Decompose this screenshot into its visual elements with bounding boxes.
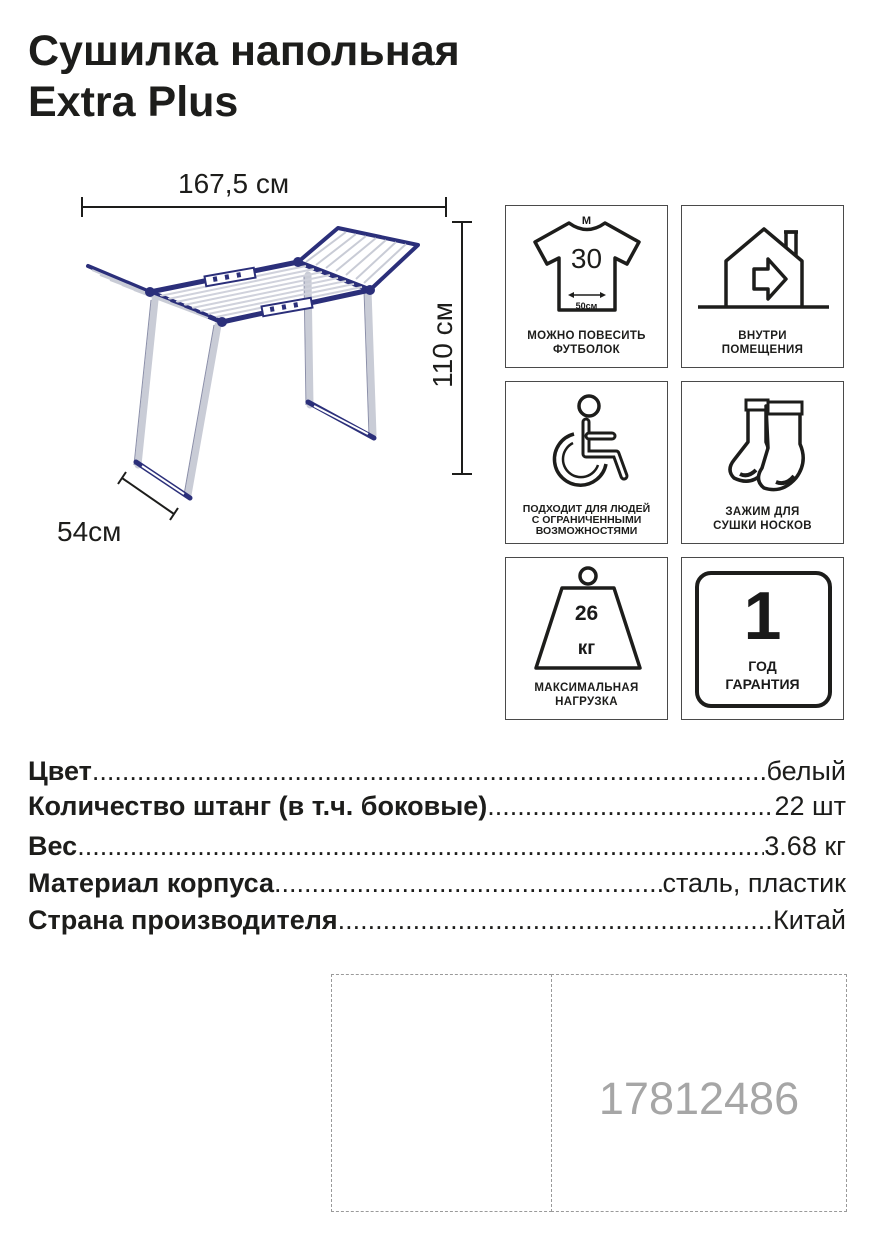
barcode-placeholder: [331, 974, 552, 1212]
spec-row-country: [28, 903, 846, 937]
spec-row-rods: [28, 789, 846, 823]
spec-label: Цвет: [28, 756, 92, 786]
feature-tshirts: [505, 205, 668, 368]
article-sticker: [551, 974, 847, 1212]
height-dimension-line: [452, 222, 472, 474]
spec-value: сталь, пластик: [662, 868, 846, 898]
spec-value: Китай: [773, 905, 846, 935]
tshirt-count: 30: [570, 243, 603, 274]
spec-value: 3.68 кг: [764, 831, 846, 861]
spec-row-material: [28, 866, 846, 900]
depth-dimension-line: [118, 472, 178, 520]
feature-caption: МОЖНО ПОВЕСИТЬ ФУТБОЛОК: [527, 330, 646, 356]
feature-caption: ВНУТРИ ПОМЕЩЕНИЯ: [721, 330, 804, 356]
product-title: [28, 26, 460, 128]
spec-leader-dots: [274, 866, 662, 900]
spec-row-color: [28, 754, 846, 788]
feature-caption: ЗАЖИМ ДЛЯ СУШКИ НОСКОВ: [713, 506, 812, 532]
spec-value: 22 шт: [774, 791, 846, 821]
width-dimension-label: 167,5 см: [178, 168, 290, 199]
spec-leader-dots: [92, 754, 767, 788]
spec-leader-dots: [338, 903, 773, 937]
tshirt-width-label: 50см: [575, 301, 598, 311]
product-title-line2: Extra Plus: [28, 78, 239, 126]
max-load-unit: кг: [577, 638, 596, 659]
right-wing: [298, 228, 418, 290]
article-number: 17812486: [598, 1073, 800, 1124]
spec-label: Материал корпуса: [28, 868, 274, 898]
tshirt-size-label: M: [581, 215, 592, 227]
max-load-value: 26: [574, 602, 599, 625]
feature-caption: МАКСИМАЛЬНАЯ НАГРУЗКА: [534, 682, 639, 708]
spec-leader-dots: [487, 789, 774, 823]
dryer-illustration: [70, 190, 490, 535]
warranty-years: 1: [743, 578, 782, 654]
feature-warranty: [681, 557, 844, 720]
feature-max-load: [505, 557, 668, 720]
height-dimension-label: 110 см: [427, 302, 458, 388]
feature-sock-clip: [681, 381, 844, 544]
feature-accessibility: [505, 381, 668, 544]
spec-label: Страна производителя: [28, 905, 338, 935]
depth-dimension-label: 54см: [57, 516, 122, 547]
spec-label: Количество штанг (в т.ч. боковые): [28, 791, 488, 821]
warranty-label: ГАРАНТИЯ: [725, 676, 800, 692]
spec-leader-dots: [77, 829, 764, 863]
dryer-leg-outline: [134, 275, 369, 495]
width-dimension-line: [82, 197, 446, 217]
dryer-feet: [136, 402, 374, 498]
warranty-year-label: ГОД: [748, 658, 777, 674]
spec-label: Вес: [28, 831, 78, 861]
spec-value: белый: [766, 756, 846, 786]
product-title-line1: Сушилка напольная: [28, 27, 460, 75]
feature-indoor: [681, 205, 844, 368]
feature-caption: ПОДХОДИТ ДЛЯ ЛЮДЕЙ С ОГРАНИЧЕННЫМИ ВОЗМОЖНОСТЯМИ: [522, 503, 651, 537]
spec-row-weight: [28, 829, 846, 863]
